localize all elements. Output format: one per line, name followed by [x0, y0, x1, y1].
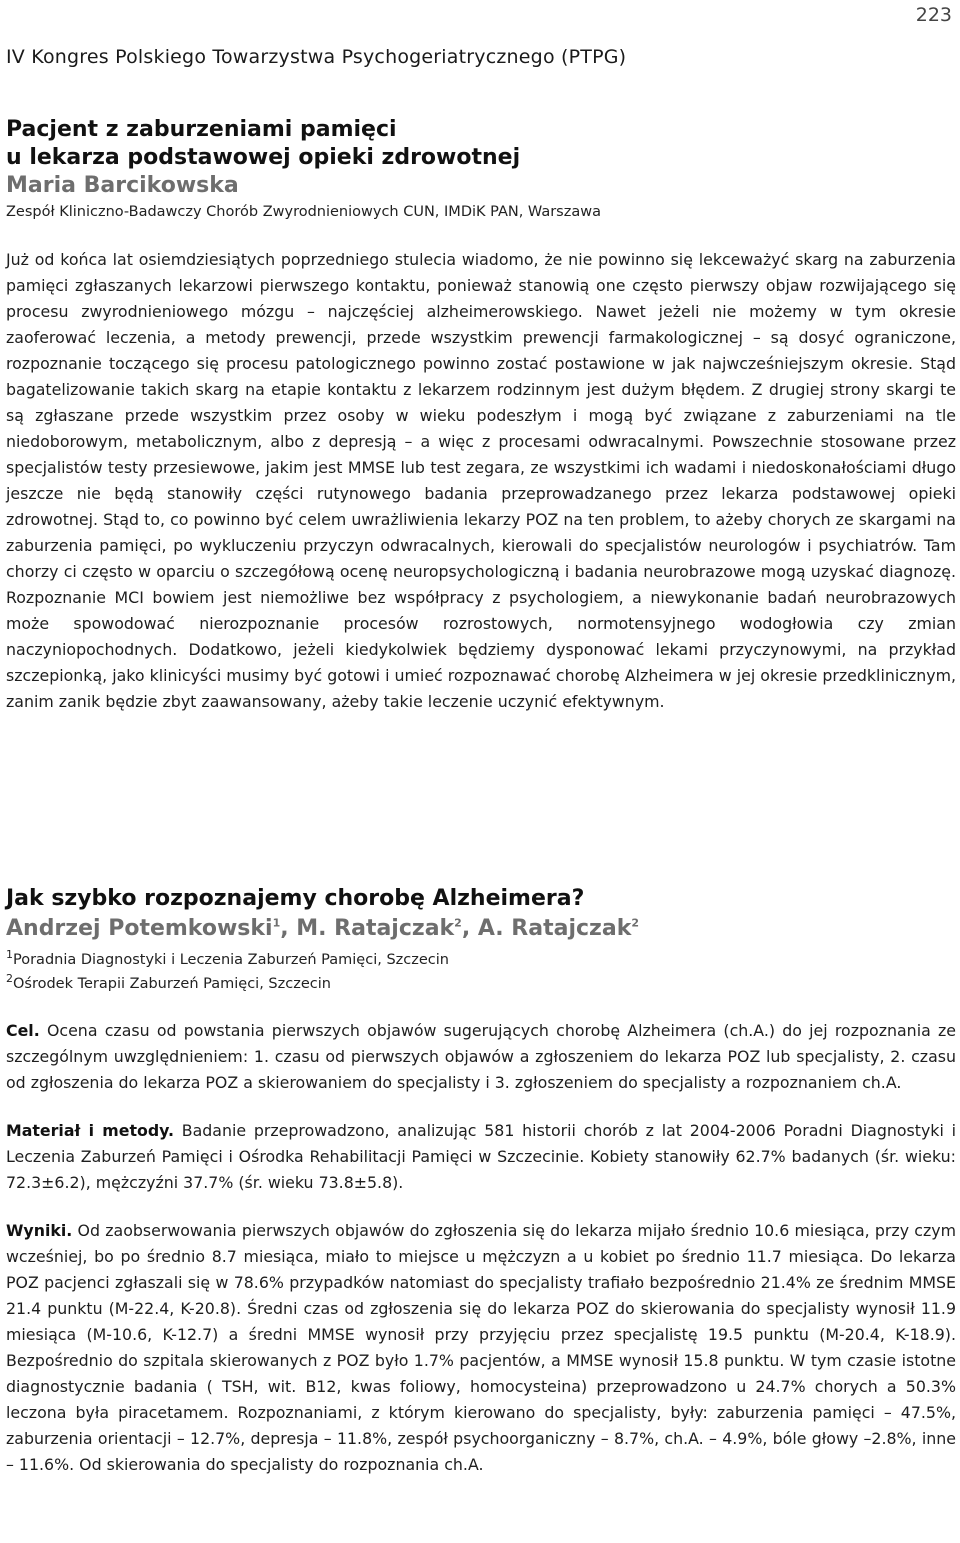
section-methods	[6, 1118, 956, 1196]
author-separator: ,	[461, 916, 478, 941]
affiliation-marker: 1	[6, 948, 13, 962]
section-label: Cel.	[6, 1021, 40, 1040]
abstract-1	[6, 116, 956, 715]
abstract-1-body: Już od końca lat osiemdziesiątych poprzedniego stulecia wiadomo, że nie powinno się lekceważyć skarg na zaburzenia pamięci zgłaszanych lekarzowi pierwszego kontaktu, ponieważ stanowią one często pierwszy objaw rozwijającego się procesu zwyrodnieniowego mózgu – najczęściej alzheimerowskiego. Nawet jeżeli nie możemy w tym okresie zaoferować leczenia, a metody prewencji, przede wszystkim prewencji farmakologicznej – są dosyć ograniczone, rozpoznanie toczącego się procesu patologicznego powinno zostać postawione w jak najwcześniejszym okresie. Stąd bagatelizowanie takich skarg na etapie kontaktu z lekarzem rodzinnym jest dużym błędem. Z drugiej strony skargi te są zgłaszane przede wszystkim przez osoby w wieku podeszłym i mogą być związane z zaburzeniami na tle niedoborowym, metabolicznym, albo z depresją – a więc z procesami odwracalnymi. Powszechnie stosowane przez specjalistów testy przesiewowe, jakim jest MMSE lub test zegara, ze wszystkimi ich wadami i niedoskonałościami długo jeszcze nie będą stanowiły części rutynowego badania przeprowadzanego przez lekarza podstawowej opieki zdrowotnej. Stąd to, co powinno być celem uwrażliwienia lekarzy POZ na ten problem, to ażeby chorych ze skargami na zaburzenia pamięci, po wykluczeniu przyczyn odwracalnych, kierowali do specjalistów neurologów i psychiatrów. Tam chorzy ci często w oparciu o szczegółową ocenę neuropsychologiczną i badania neurobrazowe mogą uzyskać diagnozę. Rozpoznanie MCI bowiem jest niemożliwe bez współpracy z psychologiem, a niewykonanie badań neurobrazowych może spowodować nierozpoznanie procesów rozrostowych, normotensyjnego wodogłowia czy zmian naczyniopochodnych. Dodatkowo, jeżeli kiedykolwiek będziemy dysponować lekami przyczynowymi, na przykład szczepionką, jako klinicyści musimy być gotowi i umieć rozpoznawać chorobę Alzheimera w jej okresie przedklinicznym, zanim zanik będzie zbyt zaawansowany, ażeby takie leczenie uczynić efektywnym.	[6, 250, 956, 711]
abstract-2-authors	[6, 914, 956, 944]
section-text: Ocena czasu od powstania pierwszych objawów sugerujących chorobę Alzheimera (ch.A.) do jej rozpoznania ze szczególnym uwzględnieniem: 1. czasu od pierwszych objawów a zgłoszeniem do lekarza POZ lub specjalisty, 2. czasu od zgłoszenia do lekarza POZ a skierowaniem do specjalisty i 3. zgłoszeniem do specjalisty a rozpoznaniem ch.A.	[6, 1021, 956, 1092]
running-header: IV Kongres Polskiego Towarzystwa Psychogeriatrycznego (PTPG)	[6, 46, 627, 68]
author-name: A. Ratajczak	[477, 916, 632, 941]
section-results	[6, 1218, 956, 1478]
affiliation-text: Poradnia Diagnostyki i Leczenia Zaburzeń Pamięci, Szczecin	[13, 952, 449, 968]
abstract-2-affiliation-2	[6, 972, 956, 996]
abstract-2	[6, 884, 956, 1478]
author-separator: ,	[280, 916, 297, 941]
abstract-2-title: Jak szybko rozpoznajemy chorobę Alzheimera?	[6, 886, 585, 911]
section-text: Badanie przeprowadzono, analizując 581 historii chorób z lat 2004-2006 Poradni Diagnostyki i Leczenia Zaburzeń Pamięci i Ośrodka Rehabilitacji Pamięci w Szczecinie. Kobiety stanowiły 62.7% badanych (śr. wieku: 72.3±6.2), mężczyźni 37.7% (śr. wieku 73.8±5.8).	[6, 1121, 956, 1192]
abstract-2-affiliation-1	[6, 948, 956, 972]
affiliation-text: Ośrodek Terapii Zaburzeń Pamięci, Szczecin	[13, 976, 331, 992]
abstract-1-affiliation: Zespół Kliniczno-Badawczy Chorób Zwyrodnieniowych CUN, IMDiK PAN, Warszawa	[6, 204, 601, 220]
section-aim	[6, 1018, 956, 1096]
affiliation-marker: 2	[6, 972, 13, 986]
section-label: Materiał i metody.	[6, 1121, 174, 1140]
author-name: Andrzej Potemkowski	[6, 916, 273, 941]
section-label: Wyniki.	[6, 1221, 73, 1240]
abstract-1-title-line-1: Pacjent z zaburzeniami pamięci	[6, 117, 397, 142]
abstract-1-title-line-2: u lekarza podstawowej opieki zdrowotnej	[6, 145, 521, 170]
author-name: M. Ratajczak	[296, 916, 455, 941]
abstract-1-author: Maria Barcikowska	[6, 173, 239, 198]
author-affiliation-marker: 1	[272, 916, 281, 930]
page-number: 223	[915, 4, 952, 26]
section-text: Od zaobserwowania pierwszych objawów do zgłoszenia się do lekarza mijało średnio 10.6 miesiąca, przy czym wcześniej, bo po średnio 8.7 miesiąca, miało to miejsce u mężczyzn a u kobiet po średnio 11.7 miesiąca. Do lekarza POZ pacjenci zgłaszali się w 78.6% przypadków natomiast do specjalisty trafiało bezpośrednio 21.4% ze średnim MMSE 21.4 punktu (M-22.4, K-20.8). Średni czas od zgłoszenia się do lekarza POZ do skierowania do specjalisty wynosił 11.9 miesiąca (M-10.6, K-12.7) a średni MMSE wynosił przy przyjęciu przez specjalistę 19.5 punktu (M-20.4, K-18.9). Bezpośrednio do szpitala skierowanych z POZ było 1.7% pacjentów, a MMSE wynosił 15.8 punktu. W tym czasie istotne diagnostycznie badania ( TSH, wit. B12, kwas foliowy, homocysteina) przeprowadzono u 24.7% chorych a 50.3% leczona była piracetamem. Rozpoznaniami, z którym kierowano do specjalisty, były: zaburzenia pamięci – 47.5%, zaburzenia orientacji – 12.7%, depresja – 11.8%, zespół psychoorganiczny – 8.7%, ch.A. – 4.9%, bóle głowy –2.8%, inne – 11.6%. Od skierowania do specjalisty do rozpoznania ch.A.	[6, 1221, 956, 1474]
author-affiliation-marker: 2	[454, 916, 462, 930]
author-affiliation-marker: 2	[631, 916, 639, 930]
